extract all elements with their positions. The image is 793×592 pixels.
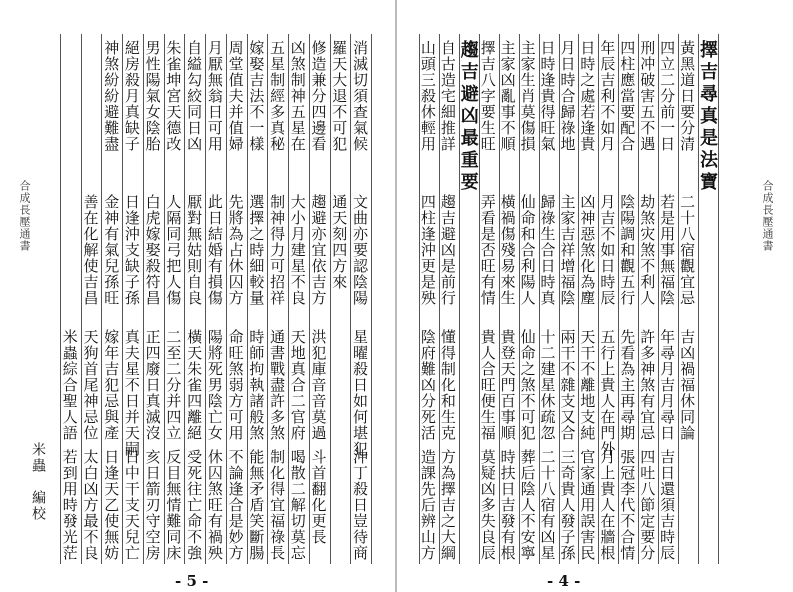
verse-line: 二十八宿觀宜忌 — [678, 194, 697, 306]
verse-line: 四吐八節定要分 — [638, 449, 657, 561]
section-heading: 趨吉避凶最重要 — [457, 40, 479, 194]
verse-column — [699, 34, 719, 564]
verse-line: 通天刻四方來 — [330, 194, 349, 290]
verse-line: 年尋月吉月尋日 — [658, 329, 677, 441]
verse-line: 四柱應當要配合 — [618, 40, 637, 152]
verse-column — [248, 34, 269, 564]
verse-line: 若到用時發光茫 — [60, 449, 79, 561]
verse-line: 日時逢貴得旺氣 — [538, 40, 557, 152]
verse-line: 亥日箭刃守空房 — [143, 449, 162, 561]
verse-column — [560, 34, 580, 564]
verse-column — [480, 34, 500, 564]
verse-line: 吉凶禍福休同論 — [678, 329, 697, 441]
verse-line: 日時之處若逢貴 — [578, 40, 597, 152]
verse-line: 嫁娶吉法不一樣 — [247, 40, 266, 152]
running-head: 合成長壓通書 — [761, 180, 774, 252]
verse-line: 此日結婚有損傷 — [205, 194, 224, 306]
verse-line: 先將為占休囚方 — [226, 194, 245, 306]
verse-column — [639, 34, 659, 564]
verse-line: 休囚煞旺有禍殃 — [205, 449, 224, 561]
verse-column — [351, 34, 372, 564]
verse-line: 選擇之時細較量 — [247, 194, 266, 306]
verse-line: 懂得制化和生克 — [438, 329, 457, 441]
verse-line: 山頭三殺休輕用 — [418, 40, 437, 152]
verse-line: 三奇貴人發子孫 — [558, 449, 577, 561]
verse-line: 陽將死男陰亡女 — [205, 329, 224, 441]
verse-line: 厭對無姑則自良 — [185, 194, 204, 306]
verse-line: 二至二分并四立 — [164, 329, 183, 441]
verse-line: 主家吉祥增福陰 — [558, 194, 577, 306]
section-heading: 擇吉尋真是法寶 — [697, 40, 718, 194]
verse-line: 正四廢日真滅沒 — [143, 329, 162, 441]
verse-line: 金神有氣兒孫旺 — [102, 194, 121, 306]
verse-line: 日逢沖支缺子孫 — [122, 194, 141, 306]
verse-line: 制化得宜福祿長 — [268, 449, 287, 561]
left-columns — [60, 34, 372, 564]
page-number: - 4 - — [547, 572, 581, 590]
verse-line: 嫁年吉犯忌與產 — [102, 329, 121, 441]
verse-line: 通書戰盡許多煞 — [268, 329, 287, 441]
verse-line: 制神得力可招祥 — [268, 194, 287, 306]
verse-line: 善在化解使吉昌 — [81, 194, 100, 306]
verse-line: 天干不離地支純 — [578, 329, 597, 441]
verse-line: 五行上貴人在門外 — [598, 329, 617, 457]
verse-line: 擇吉八字要生旺 — [478, 40, 497, 152]
verse-column — [102, 34, 123, 564]
verse-line: 沖丁殺日豈待商 — [351, 449, 369, 561]
verse-line: 周堂值夫并值婦 — [226, 40, 245, 152]
verse-column — [440, 34, 460, 564]
verse-column — [540, 34, 560, 564]
verse-column — [123, 34, 144, 564]
verse-line: 陰府難凶分死活 — [418, 329, 437, 441]
verse-line: 十二建星休疏忽 — [538, 329, 557, 441]
verse-line: 洪犯庫音音莫過 — [309, 329, 328, 441]
verse-column — [679, 34, 699, 564]
verse-column — [144, 34, 165, 564]
verse-line: 天狗首尾神忌位 — [81, 329, 100, 441]
verse-line: 不論逢合是妙方 — [226, 449, 245, 561]
verse-line: 趨避亦宜依吉方 — [309, 194, 328, 306]
verse-line: 橫禍傷殘易來生 — [498, 194, 517, 306]
verse-line: 時師拘執諸般煞 — [247, 329, 266, 441]
verse-line: 莫疑凶多失良辰 — [478, 449, 497, 561]
verse-line: 月日時合歸祿地 — [558, 40, 577, 152]
verse-line: 神煞紛紛避難盡 — [102, 40, 121, 152]
verse-line: 若是用事無福陰 — [658, 194, 677, 306]
right-page — [397, 0, 793, 592]
verse-column — [419, 34, 440, 564]
verse-line: 仙命和合利陽人 — [518, 194, 537, 306]
verse-line: 貴人合旺便生福 — [478, 329, 497, 441]
verse-line: 羅天大退不可犯 — [330, 40, 349, 152]
page-number: - 5 - — [175, 572, 209, 590]
verse-line: 張冠李代不合情 — [618, 449, 637, 561]
verse-line: 受死往亡命不強 — [185, 449, 204, 561]
running-head: 合成長壓通書 — [18, 180, 31, 252]
verse-column — [579, 34, 599, 564]
verse-column — [268, 34, 289, 564]
right-columns — [419, 34, 719, 564]
verse-line: 趨吉避凶是前行 — [438, 194, 457, 306]
verse-line: 刑冲破害五不遇 — [638, 40, 657, 152]
verse-column — [310, 34, 331, 564]
verse-line: 斗首翻化更長 — [309, 449, 328, 545]
verse-line: 凶神惡煞化為塵 — [578, 194, 597, 306]
verse-line: 自古造宅細推詳 — [438, 40, 457, 152]
verse-line: 修造兼分四邊看 — [309, 40, 328, 152]
verse-column — [331, 34, 352, 564]
verse-line: 命旺煞弱方可用 — [226, 329, 245, 441]
verse-line: 反目無情難同床 — [164, 449, 183, 561]
verse-line: 官家通用誤害民 — [578, 449, 597, 561]
verse-line: 月上貴人在牆根 — [598, 449, 617, 561]
verse-line: 年辰吉利不如月 — [598, 40, 617, 152]
verse-line: 許多神煞有宜忌 — [638, 329, 657, 441]
verse-column — [82, 34, 103, 564]
verse-line: 日逢天乙使無妨 — [102, 449, 121, 561]
verse-line: 黃黑道日要分清 — [678, 40, 697, 152]
verse-line: 凶煞制神五星在 — [288, 40, 307, 152]
verse-line: 喝散二解切莫忘 — [288, 449, 307, 561]
verse-line: 橫天朱雀四離絕 — [185, 329, 204, 441]
verse-line: 男性陽氣女陰胎 — [143, 40, 162, 152]
verse-line: 歸祿生合日時真 — [538, 194, 557, 306]
verse-line: 吉日還須吉時辰 — [658, 449, 677, 561]
verse-line: 日中干支天兒亡 — [122, 449, 141, 561]
verse-line: 白虎嫁娶殺符昌 — [143, 194, 162, 306]
verse-line: 真夫星不日并天嗣 — [122, 329, 141, 457]
verse-line: 米蟲綜合聖人語 — [60, 329, 79, 441]
verse-column — [165, 34, 186, 564]
verse-line: 消滅切須查氣候 — [351, 40, 369, 152]
verse-line: 自縊勾絞同日凶 — [185, 40, 204, 152]
verse-line: 仙命之煞不可犯 — [518, 329, 537, 441]
verse-line: 四柱逢沖更是殃 — [418, 194, 437, 306]
verse-column — [599, 34, 619, 564]
verse-line: 陰陽調和觀五行 — [618, 194, 637, 306]
verse-column — [457, 34, 480, 564]
verse-line: 絕房殺月真缺子 — [122, 40, 141, 152]
verse-line: 貴登天門百事順 — [498, 329, 517, 441]
verse-column — [520, 34, 540, 564]
verse-column — [659, 34, 679, 564]
verse-line: 文曲亦要認陰陽 — [351, 194, 369, 306]
verse-line: 方為擇吉之大綱 — [438, 449, 457, 561]
verse-column — [60, 34, 82, 564]
verse-line: 能無矛盾笑斷腸 — [247, 449, 266, 561]
verse-line: 朱雀坤宮天德改 — [164, 40, 183, 152]
left-page — [0, 0, 396, 592]
verse-line: 葬后陰人不安寧 — [518, 449, 537, 561]
verse-column — [500, 34, 520, 564]
verse-line: 造課先后辨山方 — [418, 449, 437, 561]
verse-column — [619, 34, 639, 564]
verse-line: 弄看是否旺有情 — [478, 194, 497, 306]
verse-line: 天地真合二官府 — [288, 329, 307, 441]
verse-line: 月厭無翁日可用 — [205, 40, 224, 152]
verse-line: 時扶日吉發有根 — [498, 449, 517, 561]
verse-column — [185, 34, 206, 564]
verse-line: 月吉不如日時辰 — [598, 194, 617, 306]
verse-column — [289, 34, 310, 564]
verse-line: 二十八宿有凶星 — [538, 449, 557, 561]
verse-column — [227, 34, 248, 564]
verse-line: 人隔同弓把人傷 — [164, 194, 183, 306]
verse-column — [206, 34, 227, 564]
verse-line: 兩干不雜支又合 — [558, 329, 577, 441]
editor-credit: 米蟲 編校 — [30, 442, 46, 522]
verse-line: 先看為主再尋期 — [618, 329, 637, 441]
verse-line: 太白凶方最不良 — [81, 449, 100, 561]
verse-line: 星曜殺日如何堪犯 — [351, 329, 369, 457]
verse-line: 四立二分前一日 — [658, 40, 677, 152]
verse-line: 劫煞灾煞不利人 — [638, 194, 657, 306]
verse-line: 大小月建星不良 — [288, 194, 307, 306]
verse-line: 主家凶亂事不順 — [498, 40, 517, 152]
verse-line: 主家生肖莫傷損 — [518, 40, 537, 152]
verse-line: 五星制經多真秘 — [268, 40, 287, 152]
